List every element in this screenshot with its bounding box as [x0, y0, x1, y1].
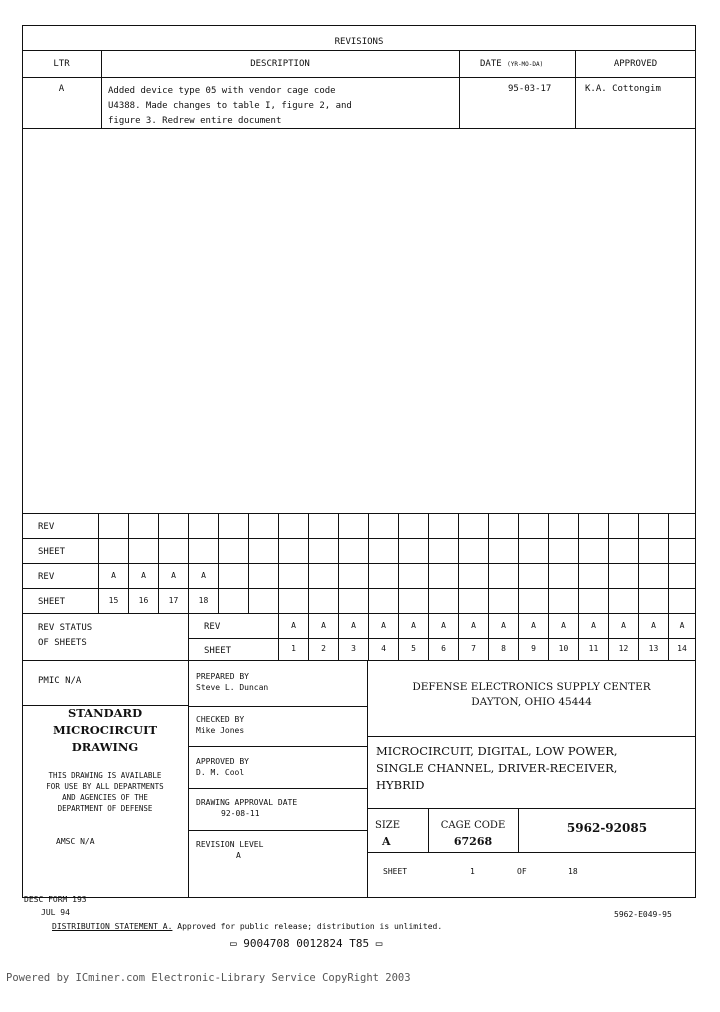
rev-cell: [278, 563, 308, 588]
sheet-cell: [428, 588, 458, 613]
drawing-number: 5962-92085: [566, 821, 648, 835]
lower-sheet-label: SHEET: [38, 597, 66, 607]
status-sheet-cell: 6: [428, 638, 458, 660]
status-sheet-cell: 11: [578, 638, 608, 660]
sheet-cell: [128, 538, 158, 563]
rev-date: 95-03-17: [508, 84, 552, 94]
rev-cell: [368, 563, 398, 588]
rev-cell: [488, 513, 518, 538]
sheet-cell: [248, 588, 278, 613]
rev-cell: [398, 513, 428, 538]
availability-note: THIS DRAWING IS AVAILABLE FOR USE BY ALL DEPARTMENTS AND AGENCIES OF THE DEPARTMENT OF DEFENSE: [46, 771, 164, 813]
status-rev-cell: A: [368, 613, 398, 638]
rev-cell: [218, 513, 248, 538]
rev-cell: [158, 513, 188, 538]
upper-sheet-label: SHEET: [38, 547, 66, 557]
header-date: DATE (YR-MO-DA): [480, 59, 544, 69]
rev-cell: [638, 513, 668, 538]
status-sheet-cell: 5: [398, 638, 428, 660]
rev-cell: [428, 513, 458, 538]
rev-cell: [488, 563, 518, 588]
status-rev-cell: A: [308, 613, 338, 638]
sheet-cell: [638, 588, 668, 613]
status-sheet-cell: 12: [608, 638, 638, 660]
sheet-cell: [338, 588, 368, 613]
sheet-cell: [458, 538, 488, 563]
status-sheet-cell: 7: [458, 638, 488, 660]
barcode-icon: ▭: [230, 937, 237, 950]
sheet-cell: [248, 538, 278, 563]
pmic: PMIC N/A: [38, 676, 82, 686]
rev-cell: [98, 513, 128, 538]
rev-cell: [308, 513, 338, 538]
sheet-cell: [548, 588, 578, 613]
sheet-cell: [668, 588, 695, 613]
doc-code: 5962-E049-95: [614, 910, 672, 919]
rev-cell: [398, 563, 428, 588]
sheet-cell: [368, 538, 398, 563]
sheet-cell: [188, 538, 218, 563]
sheet-cell: [278, 538, 308, 563]
rev-cell: [248, 513, 278, 538]
rev-cell: [458, 513, 488, 538]
of-label: OF: [517, 867, 527, 876]
status-sheet-cell: 10: [548, 638, 578, 660]
sheet-cell: [368, 588, 398, 613]
size-label: SIZE: [375, 820, 401, 831]
status-rev-cell: A: [428, 613, 458, 638]
rev-cell: [338, 513, 368, 538]
sheet-cell: [218, 538, 248, 563]
status-rev-cell: A: [488, 613, 518, 638]
status-rev-cell: A: [338, 613, 368, 638]
approved-by: APPROVED BY D. M. Cool: [196, 757, 249, 777]
rev-cell: [668, 563, 695, 588]
status-rev-label: REV: [204, 622, 221, 632]
status-rev-cell: A: [668, 613, 695, 638]
sheet-cell: 16: [128, 588, 158, 613]
rev-cell: [548, 513, 578, 538]
status-sheet-cell: 1: [278, 638, 308, 660]
header-description: DESCRIPTION: [250, 59, 310, 69]
rev-cell: [608, 563, 638, 588]
sheet-label: SHEET: [383, 867, 408, 876]
rev-cell: [668, 513, 695, 538]
sheet-cell: [98, 538, 128, 563]
form-number: DESC FORM 193: [24, 895, 87, 904]
sheet-cell: [398, 588, 428, 613]
sheet-cell: [308, 538, 338, 563]
sheet-cell: [458, 588, 488, 613]
rev-description: Added device type 05 with vendor cage code U4388. Made changes to table I, figure 2, and figure 3. Redrew entire document: [108, 86, 352, 126]
status-sheet-label: SHEET: [204, 646, 232, 656]
rev-cell: [368, 513, 398, 538]
total-sheets: 18: [568, 867, 578, 876]
rev-ltr: A: [58, 84, 65, 94]
sheet-cell: [278, 588, 308, 613]
sheet-cell: [488, 588, 518, 613]
drawing-title: STANDARD MICROCIRCUIT DRAWING: [52, 706, 158, 754]
approval-date: DRAWING APPROVAL DATE 92-08-11: [196, 798, 298, 818]
status-sheet-cell: 9: [518, 638, 548, 660]
sheet-cell: [308, 588, 338, 613]
status-rev-cell: A: [548, 613, 578, 638]
rev-cell: [458, 563, 488, 588]
rev-cell: [338, 563, 368, 588]
header-ltr: LTR: [53, 59, 70, 69]
distribution-statement: DISTRIBUTION STATEMENT A. Approved for public release; distribution is unlimited.: [52, 922, 443, 931]
rev-cell: [638, 563, 668, 588]
rev-cell: A: [188, 563, 218, 588]
status-sheet-cell: 2: [308, 638, 338, 660]
sheet-cell: [668, 538, 695, 563]
rev-cell: [278, 513, 308, 538]
upper-rev-label: REV: [38, 522, 55, 532]
rev-status-label: REV STATUS OF SHEETS: [38, 623, 93, 648]
checked-by: CHECKED BY Mike Jones: [196, 715, 245, 735]
rev-cell: [548, 563, 578, 588]
revision-level: REVISION LEVEL A: [196, 840, 264, 860]
rev-cell: [128, 513, 158, 538]
sheet-cell: [338, 538, 368, 563]
form-date: JUL 94: [41, 908, 70, 917]
status-rev-cell: A: [398, 613, 428, 638]
rev-cell: [188, 513, 218, 538]
barcode-line: ▭ 9004708 0012824 T85 ▭: [230, 937, 383, 950]
rev-cell: [518, 513, 548, 538]
status-rev-cell: A: [578, 613, 608, 638]
sheet-cell: [398, 538, 428, 563]
sheet-cell: 18: [188, 588, 218, 613]
status-rev-cell: A: [638, 613, 668, 638]
cage-code-label: CAGE CODE: [440, 820, 506, 831]
rev-cell: [428, 563, 458, 588]
sheet-cell: [518, 588, 548, 613]
sheet-cell: 15: [98, 588, 128, 613]
rev-cell: [518, 563, 548, 588]
barcode-icon: ▭: [375, 937, 383, 950]
agency: DEFENSE ELECTRONICS SUPPLY CENTER DAYTON, OHIO 45444: [412, 681, 651, 708]
status-sheet-cell: 8: [488, 638, 518, 660]
sheet-cell: [578, 588, 608, 613]
rev-cell: [578, 513, 608, 538]
rev-cell: [608, 513, 638, 538]
sheet-cell: [158, 538, 188, 563]
amsc: AMSC N/A: [56, 837, 95, 846]
rev-cell: A: [98, 563, 128, 588]
rev-cell: [218, 563, 248, 588]
rev-cell: [248, 563, 278, 588]
sheet-cell: [638, 538, 668, 563]
sheet-cell: 17: [158, 588, 188, 613]
status-rev-cell: A: [518, 613, 548, 638]
sheet-cell: [428, 538, 458, 563]
revisions-title: REVISIONS: [334, 37, 384, 47]
status-sheet-cell: 3: [338, 638, 368, 660]
sheet-cell: [608, 588, 638, 613]
cage-code: 67268: [453, 835, 493, 848]
rev-cell: [308, 563, 338, 588]
sheet-cell: [518, 538, 548, 563]
status-rev-cell: A: [608, 613, 638, 638]
lower-rev-label: REV: [38, 572, 55, 582]
status-sheet-cell: 14: [668, 638, 695, 660]
sheet-cell: [548, 538, 578, 563]
sheet-cell: [488, 538, 518, 563]
header-approved: APPROVED: [613, 59, 658, 69]
status-sheet-cell: 13: [638, 638, 668, 660]
rev-cell: A: [158, 563, 188, 588]
status-sheet-cell: 4: [368, 638, 398, 660]
status-rev-cell: A: [278, 613, 308, 638]
rev-cell: [578, 563, 608, 588]
size-value: A: [382, 835, 391, 848]
rev-approved: K.A. Cottongim: [585, 84, 661, 94]
sheet-cell: [218, 588, 248, 613]
sheet-number: 1: [470, 867, 475, 876]
rev-cell: A: [128, 563, 158, 588]
sheet-cell: [608, 538, 638, 563]
device-description: MICROCIRCUIT, DIGITAL, LOW POWER, SINGLE CHANNEL, DRIVER-RECEIVER, HYBRID: [376, 744, 618, 792]
powered-by: Powered by ICminer.com Electronic-Library Service CopyRight 2003: [6, 972, 411, 984]
status-rev-cell: A: [458, 613, 488, 638]
sheet-cell: [578, 538, 608, 563]
prepared-by: PREPARED BY Steve L. Duncan: [196, 672, 269, 692]
